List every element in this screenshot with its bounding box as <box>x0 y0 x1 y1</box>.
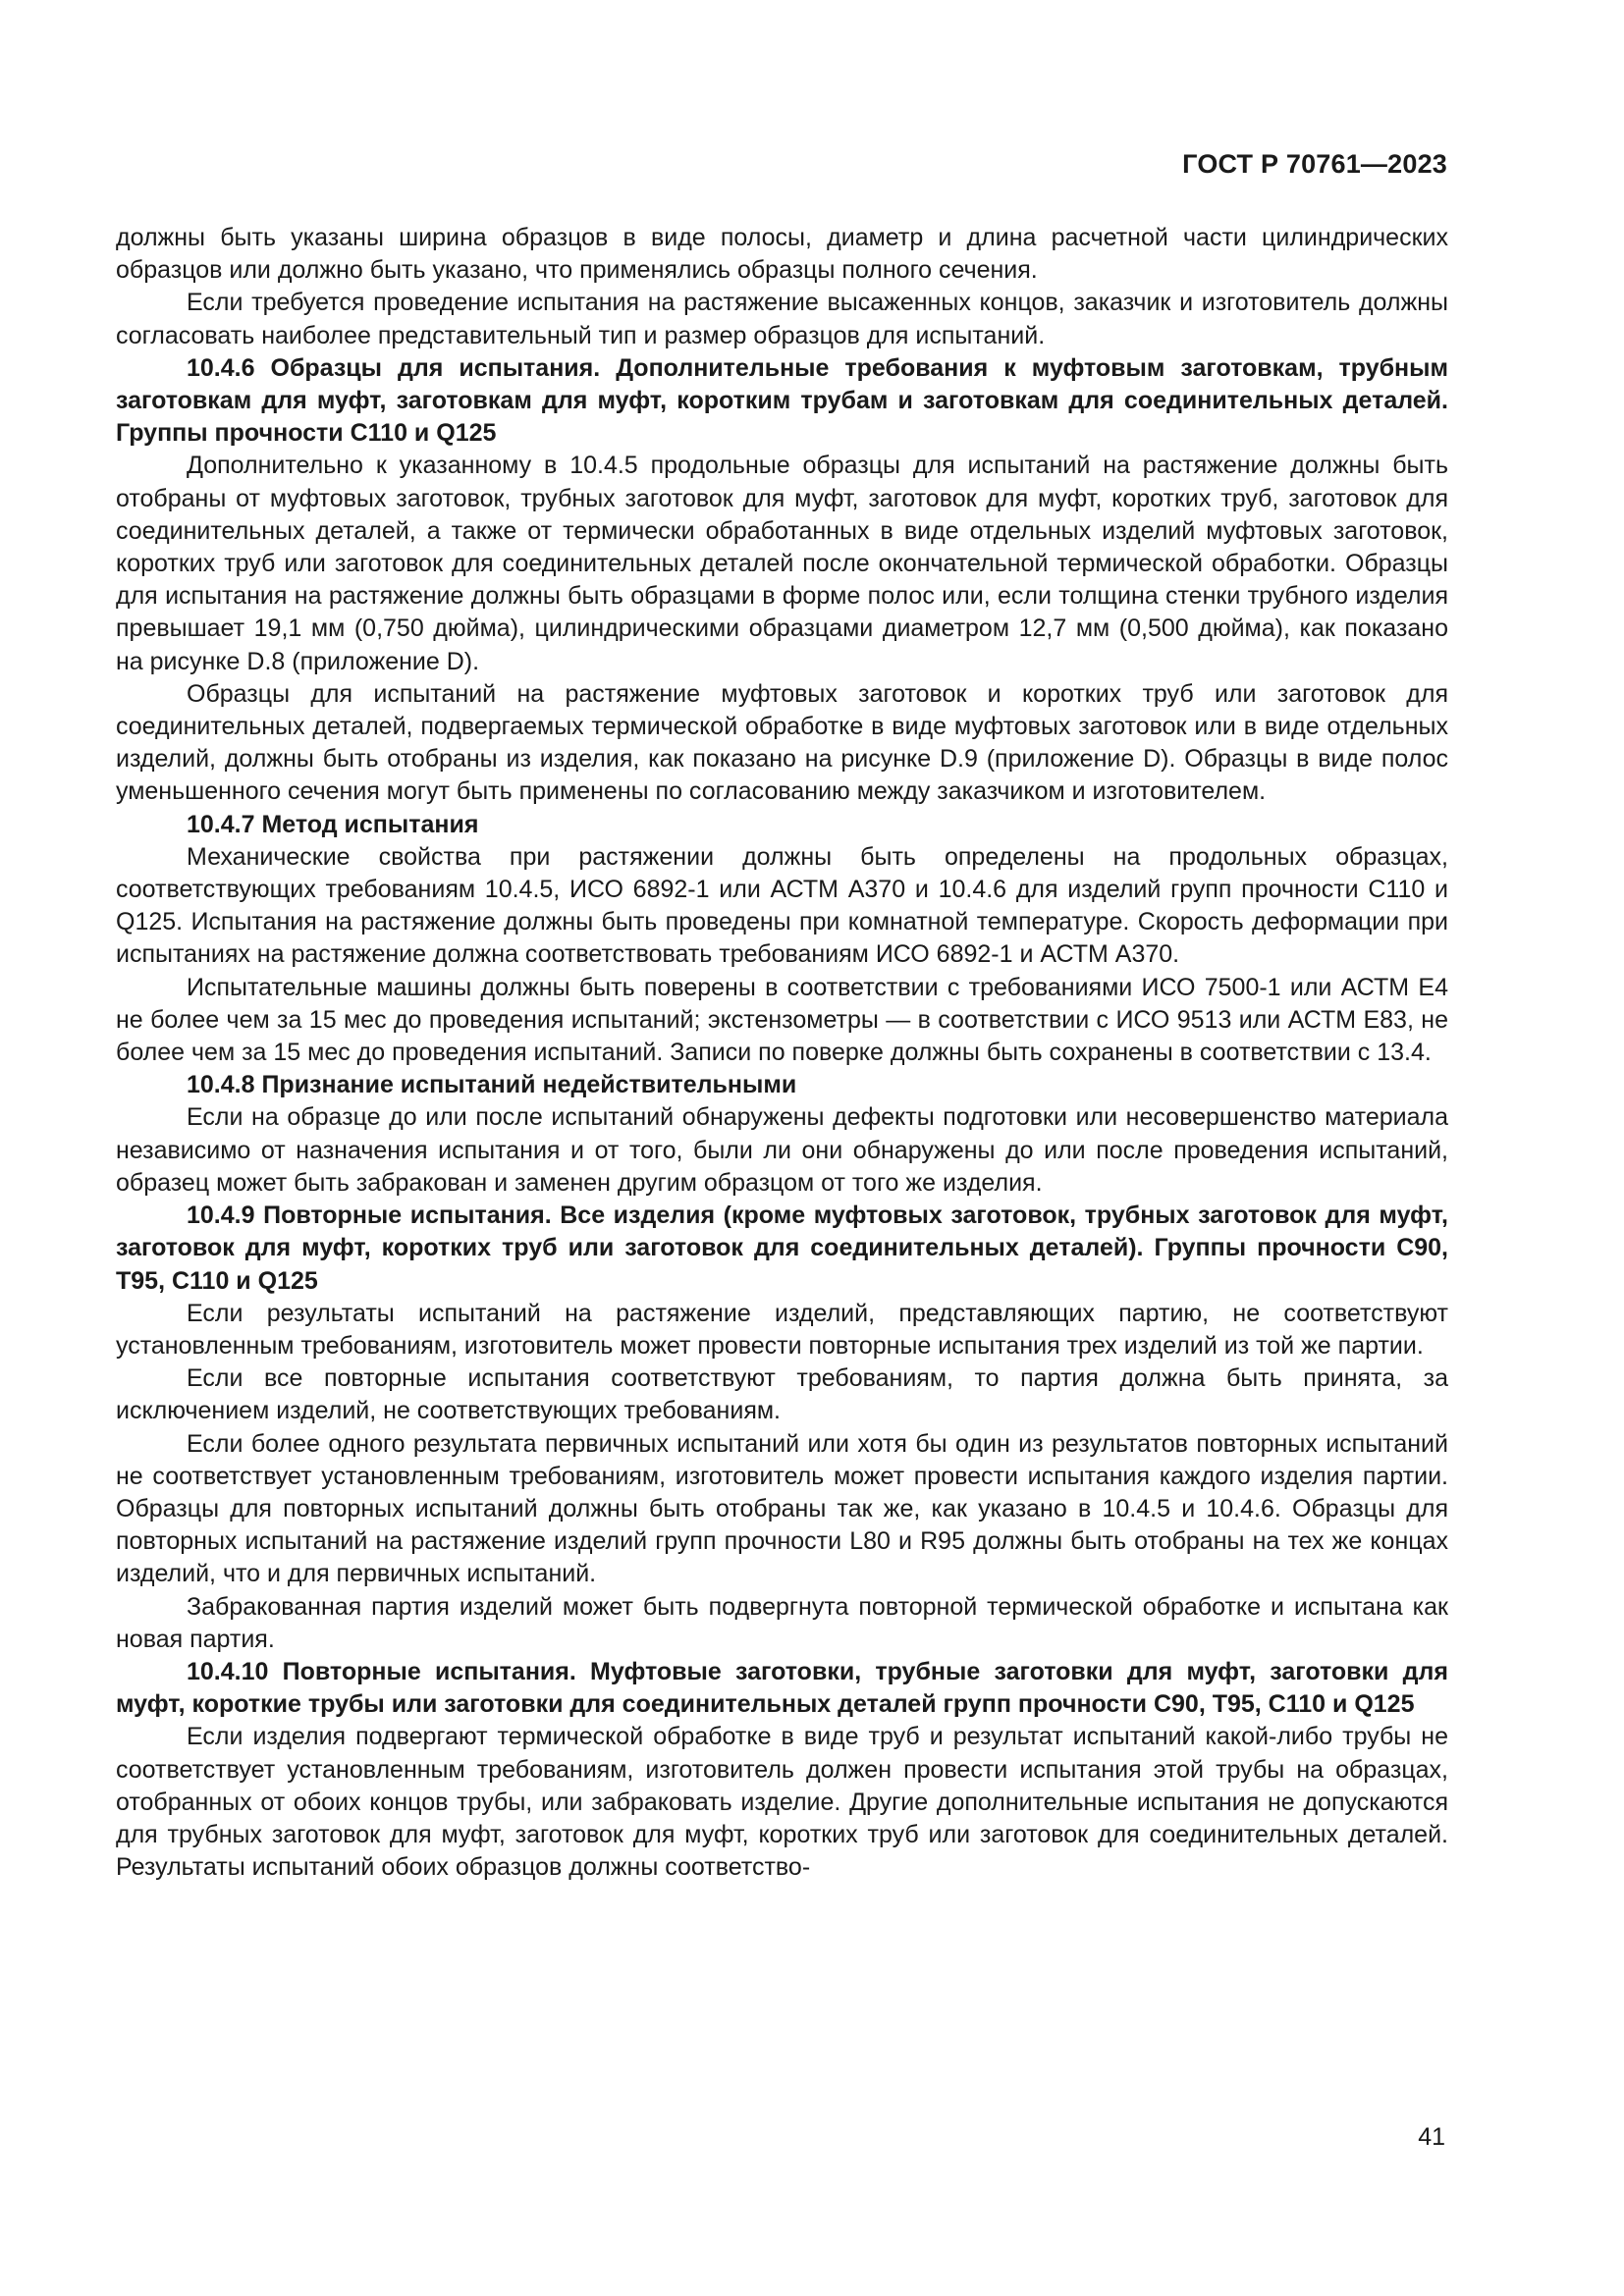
section-heading: 10.4.6 Образцы для испытания. Дополнительные требования к муфтовым заготовкам, трубным заготовкам для муфт, заготовкам для муфт, коротким трубам и заготовкам для соединительных деталей. Группы прочности С110 и Q125 <box>116 353 1448 448</box>
paragraph: Дополнительно к указанному в 10.4.5 продольные образцы для испытаний на растяжение должны быть отобраны от муфтовых заготовок, трубных заготовок для муфт, заготовок для муфт, коротких труб, заготовок для соединительных деталей, а также от термически обработанных в виде отдельных изделий муфтовых заготовок, коротких труб или заготовок для соединительных деталей после окончательной термической обработки. Образцы для испытания на растяжение должны быть образцами в форме полос или, если толщина стенки трубного изделия превышает 19,1 мм (0,750 дюйма), цилиндрическими образцами диаметром 12,7 мм (0,500 дюйма), как показано на рисунке D.8 (приложение D). <box>116 452 1448 675</box>
paragraph: Испытательные машины должны быть поверены в соответствии с требованиями ИСО 7500-1 или АСТМ Е4 не более чем за 15 мес до проведения испытаний; экстензометры — в соответствии с ИСО 9513 или АСТМ Е83, не более чем за 15 мес до проведения испытаний. Записи по поверке должны быть сохранены в соответствии с 13.4. <box>116 973 1448 1067</box>
section-heading: 10.4.9 Повторные испытания. Все изделия (кроме муфтовых заготовок, трубных заготовок для муфт, заготовок для муфт, коротких труб или заготовок для соединительных деталей). Группы прочности С90, Т95, С110 и Q125 <box>116 1201 1448 1295</box>
document-body <box>116 222 1448 1884</box>
paragraph: Образцы для испытаний на растяжение муфтовых заготовок и коротких труб или заготовок для соединительных деталей, подвергаемых термической обработке в виде муфтовых заготовок или в виде отдельных изделий, должны быть отобраны из изделия, как показано на рисунке D.9 (приложение D). Образцы в виде полос уменьшенного сечения могут быть применены по согласованию между заказчиком и изготовителем. <box>116 679 1448 806</box>
paragraph: Если требуется проведение испытания на растяжение высаженных концов, заказчик и изготовитель должны согласовать наиболее представительный тип и размер образцов для испытаний. <box>116 289 1448 349</box>
paragraph: Забракованная партия изделий может быть подвергнута повторной термической обработке и испытана как новая партия. <box>116 1592 1448 1653</box>
paragraph: Если на образце до или после испытаний обнаружены дефекты подготовки или несовершенство материала независимо от назначения испытания и от того, были ли они обнаружены до или после проведения испытаний, образец может быть забракован и заменен другим образцом от того же изделия. <box>116 1103 1448 1197</box>
paragraph: Если результаты испытаний на растяжение изделий, представляющих партию, не соответствуют установленным требованиям, изготовитель может провести повторные испытания трех изделий из той же партии. <box>116 1299 1448 1360</box>
page-number: 41 <box>1418 2123 1445 2151</box>
paragraph: Механические свойства при растяжении должны быть определены на продольных образцах, соответствующих требованиям 10.4.5, ИСО 6892-1 или АСТМ А370 и 10.4.6 для изделий групп прочности С110 и Q125. Испытания на растяжение должны быть проведены при комнатной температуре. Скорость деформации при испытаниях на растяжение должна соответствовать требованиям ИСО 6892-1 и АСТМ А370. <box>116 842 1448 969</box>
paragraph: Если изделия подвергают термической обработке в виде труб и результат испытаний какой-либо трубы не соответствует установленным требованиям, изготовитель должен провести испытания этой трубы на образцах, отобранных от обоих концов трубы, или забраковать изделие. Другие дополнительные испытания не допускаются для трубных заготовок для муфт, заготовок для муфт, коротких труб или заготовок для соединительных деталей. Результаты испытаний обоих образцов должны соответство- <box>116 1723 1448 1882</box>
paragraph: Если более одного результата первичных испытаний или хотя бы один из результатов повторных испытаний не соответствует установленным требованиям, изготовитель может провести испытания каждого изделия партии. Образцы для повторных испытаний должны быть отобраны так же, как указано в 10.4.5 и 10.4.6. Образцы для повторных испытаний на растяжение изделий групп прочности L80 и R95 должны быть отобраны на тех же концах изделий, что и для первичных испытаний. <box>116 1429 1448 1588</box>
paragraph: должны быть указаны ширина образцов в виде полосы, диаметр и длина расчетной части цилиндрических образцов или должно быть указано, что применялись образцы полного сечения. <box>116 224 1448 285</box>
section-heading: 10.4.10 Повторные испытания. Муфтовые заготовки, трубные заготовки для муфт, заготовки для муфт, короткие трубы или заготовки для соединительных деталей групп прочности С90, Т95, С110 и Q125 <box>116 1657 1448 1719</box>
paragraph: Если все повторные испытания соответствуют требованиям, то партия должна быть принята, за исключением изделий, не соответствующих требованиям. <box>116 1364 1448 1425</box>
document-header: ГОСТ Р 70761—2023 <box>1182 149 1447 179</box>
section-heading: 10.4.7 Метод испытания <box>187 810 479 838</box>
section-heading: 10.4.8 Признание испытаний недействительными <box>187 1071 797 1099</box>
